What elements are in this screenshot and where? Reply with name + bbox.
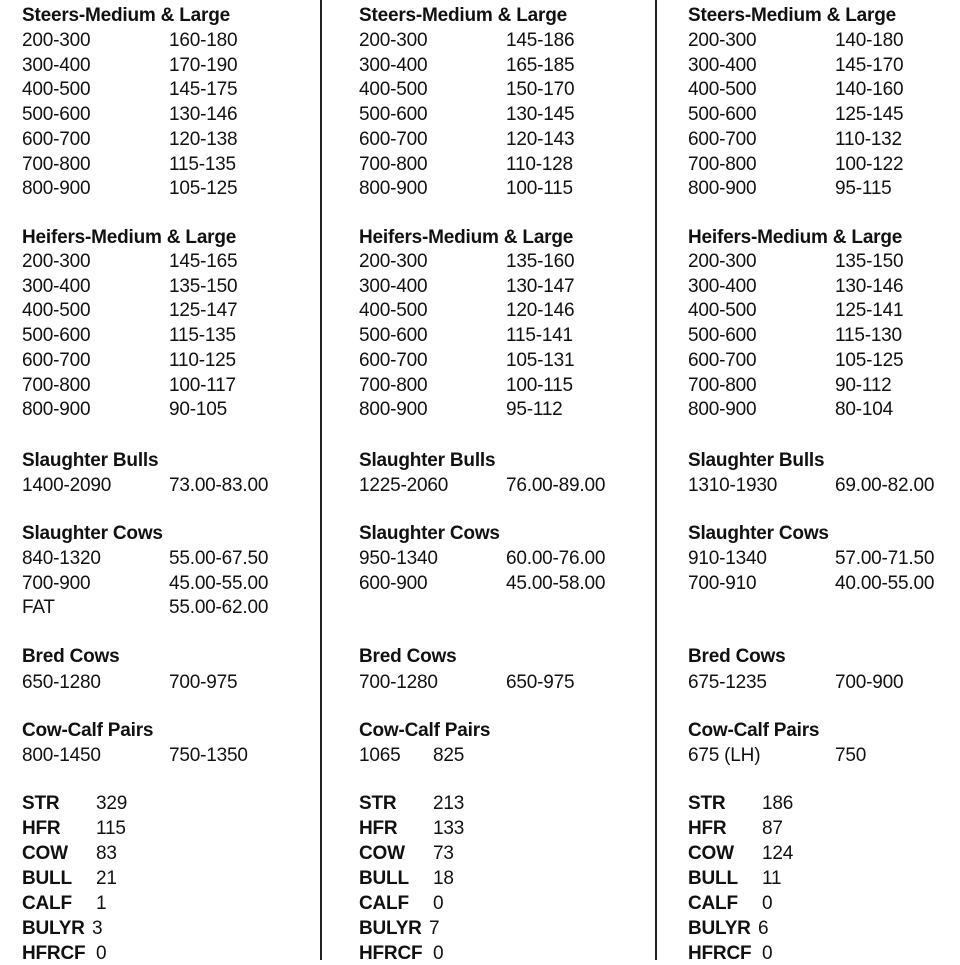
price-range: 115-141 bbox=[506, 325, 573, 347]
head-count-value: 329 bbox=[96, 793, 128, 814]
weight-range: 1225-2060 bbox=[359, 475, 449, 496]
price-range: 120-146 bbox=[506, 300, 575, 322]
price-range: 140-180 bbox=[835, 30, 904, 51]
weight-range: 200-300 bbox=[359, 30, 428, 51]
price-range: 150-170 bbox=[506, 79, 575, 101]
price-range: 825 bbox=[433, 745, 465, 766]
price-range: 170-190 bbox=[169, 54, 238, 76]
price-range: 110-132 bbox=[835, 128, 902, 150]
weight-range: 500-600 bbox=[688, 325, 757, 347]
heifers-section-title: Heifers-Medium & Large bbox=[22, 227, 237, 248]
price-range: 140-160 bbox=[835, 79, 904, 101]
steers-section-title: Steers-Medium & Large bbox=[359, 5, 568, 26]
head-count-value: 18 bbox=[433, 868, 454, 889]
price-range: 100-115 bbox=[506, 374, 573, 396]
price-range: 130-146 bbox=[169, 104, 238, 126]
slaughter-cows-section-title: Slaughter Cows bbox=[688, 523, 829, 544]
price-range: 100-117 bbox=[169, 374, 236, 396]
head-count-label: COW bbox=[359, 843, 405, 864]
price-range: 90-105 bbox=[169, 399, 227, 421]
weight-range: 910-1340 bbox=[688, 548, 767, 569]
market-report-column-1 bbox=[22, 0, 318, 964]
price-range: 115-135 bbox=[169, 153, 236, 175]
slaughter-cows-section-title: Slaughter Cows bbox=[359, 523, 500, 544]
price-range: 105-125 bbox=[835, 349, 904, 371]
head-count-label: CALF bbox=[688, 893, 738, 914]
cow-calf-pairs-title: Cow-Calf Pairs bbox=[22, 720, 154, 741]
price-range: 110-125 bbox=[169, 349, 236, 371]
weight-range: 500-600 bbox=[359, 104, 428, 126]
price-range: 130-145 bbox=[506, 104, 575, 126]
head-count-label: BULYR bbox=[359, 918, 422, 939]
price-range: 95-115 bbox=[835, 178, 892, 200]
price-range: 135-160 bbox=[506, 251, 575, 272]
head-count-label: COW bbox=[688, 843, 734, 864]
head-count-label: HFRCF bbox=[22, 943, 86, 964]
price-range: 90-112 bbox=[835, 374, 892, 396]
weight-range: 400-500 bbox=[688, 300, 757, 322]
weight-range: 400-500 bbox=[359, 300, 428, 322]
column-divider-1 bbox=[320, 0, 322, 960]
price-range: 110-128 bbox=[506, 153, 573, 175]
price-range: 45.00-55.00 bbox=[169, 572, 269, 594]
weight-range: 500-600 bbox=[688, 104, 757, 126]
weight-range: 700-800 bbox=[688, 153, 757, 175]
price-range: 69.00-82.00 bbox=[835, 475, 935, 496]
head-count-value: 11 bbox=[762, 868, 782, 889]
price-range: 650-975 bbox=[506, 672, 575, 693]
weight-range: 1310-1930 bbox=[688, 475, 778, 496]
weight-range: 800-900 bbox=[688, 178, 757, 200]
steers-section-title: Steers-Medium & Large bbox=[688, 5, 897, 26]
price-range: 115-130 bbox=[835, 325, 902, 347]
weight-range: 500-600 bbox=[359, 325, 428, 347]
slaughter-cows-section-title: Slaughter Cows bbox=[22, 523, 163, 544]
slaughter-bulls-section-title: Slaughter Bulls bbox=[22, 450, 159, 471]
head-count-value: 0 bbox=[762, 943, 773, 964]
weight-range: 800-900 bbox=[22, 178, 91, 200]
weight-range: 600-700 bbox=[359, 349, 428, 371]
weight-range: 200-300 bbox=[359, 251, 428, 272]
weight-range: 700-800 bbox=[359, 374, 428, 396]
weight-range: 700-800 bbox=[688, 374, 757, 396]
head-count-value: 3 bbox=[92, 918, 103, 939]
head-count-label: BULL bbox=[22, 868, 72, 889]
head-count-value: 0 bbox=[96, 943, 107, 964]
head-count-label: HFR bbox=[22, 818, 61, 839]
head-count-label: STR bbox=[22, 793, 60, 814]
weight-range: 840-1320 bbox=[22, 548, 101, 569]
head-count-label: BULYR bbox=[22, 918, 85, 939]
weight-range: FAT bbox=[22, 597, 55, 619]
weight-range: 200-300 bbox=[688, 251, 757, 272]
weight-range: 700-800 bbox=[22, 153, 91, 175]
steers-section-title: Steers-Medium & Large bbox=[22, 5, 231, 26]
price-range: 125-141 bbox=[835, 300, 904, 322]
head-count-value: 186 bbox=[762, 793, 794, 814]
price-range: 55.00-62.00 bbox=[169, 597, 269, 619]
weight-range: 300-400 bbox=[359, 275, 428, 297]
price-range: 120-138 bbox=[169, 128, 238, 150]
price-range: 145-186 bbox=[506, 30, 575, 51]
price-range: 145-165 bbox=[169, 251, 238, 272]
head-count-label: STR bbox=[688, 793, 726, 814]
price-range: 100-115 bbox=[506, 178, 573, 200]
weight-range: 300-400 bbox=[359, 54, 428, 76]
price-range: 700-900 bbox=[835, 672, 904, 693]
weight-range: 200-300 bbox=[688, 30, 757, 51]
price-range: 100-122 bbox=[835, 153, 904, 175]
head-count-value: 83 bbox=[96, 843, 117, 864]
weight-range: 500-600 bbox=[22, 325, 91, 347]
weight-range: 800-1450 bbox=[22, 745, 101, 766]
head-count-value: 73 bbox=[433, 843, 454, 864]
column-divider-2 bbox=[655, 0, 657, 960]
price-range: 750-1350 bbox=[169, 745, 248, 766]
head-count-value: 115 bbox=[96, 818, 126, 839]
weight-range: 400-500 bbox=[22, 300, 91, 322]
head-count-label: BULL bbox=[688, 868, 738, 889]
price-range: 160-180 bbox=[169, 30, 238, 51]
price-range: 700-975 bbox=[169, 672, 238, 693]
weight-range: 800-900 bbox=[688, 399, 757, 421]
weight-range: 600-700 bbox=[359, 128, 428, 150]
weight-range: 600-700 bbox=[688, 128, 757, 150]
price-range: 115-135 bbox=[169, 325, 236, 347]
head-count-value: 0 bbox=[762, 893, 773, 914]
weight-range: 300-400 bbox=[688, 275, 757, 297]
weight-range: 400-500 bbox=[688, 79, 757, 101]
slaughter-bulls-section-title: Slaughter Bulls bbox=[359, 450, 496, 471]
market-report-column-3 bbox=[688, 0, 958, 964]
head-count-label: COW bbox=[22, 843, 68, 864]
price-range: 80-104 bbox=[835, 399, 893, 421]
weight-range: 800-900 bbox=[359, 399, 428, 421]
head-count-label: BULYR bbox=[688, 918, 751, 939]
weight-range: 400-500 bbox=[22, 79, 91, 101]
price-range: 120-143 bbox=[506, 128, 575, 150]
price-range: 125-145 bbox=[835, 104, 904, 126]
head-count-value: 124 bbox=[762, 843, 794, 864]
weight-range: 700-900 bbox=[22, 572, 91, 594]
weight-range: 675-1235 bbox=[688, 672, 767, 693]
head-count-value: 87 bbox=[762, 818, 783, 839]
price-range: 45.00-58.00 bbox=[506, 572, 606, 594]
head-count-value: 0 bbox=[433, 893, 444, 914]
weight-range: 700-910 bbox=[688, 572, 757, 594]
price-range: 73.00-83.00 bbox=[169, 475, 269, 496]
bred-cows-section-title: Bred Cows bbox=[359, 646, 457, 667]
head-count-label: HFRCF bbox=[359, 943, 423, 964]
weight-range: 700-800 bbox=[359, 153, 428, 175]
weight-range: 200-300 bbox=[22, 251, 91, 272]
head-count-label: STR bbox=[359, 793, 397, 814]
weight-range: 950-1340 bbox=[359, 548, 438, 569]
weight-range: 650-1280 bbox=[22, 672, 101, 693]
head-count-value: 6 bbox=[758, 918, 769, 939]
price-range: 750 bbox=[835, 745, 867, 766]
head-count-label: HFR bbox=[359, 818, 398, 839]
head-count-value: 7 bbox=[429, 918, 440, 939]
weight-range: 300-400 bbox=[22, 54, 91, 76]
weight-range: 675 (LH) bbox=[688, 745, 761, 766]
weight-range: 400-500 bbox=[359, 79, 428, 101]
price-range: 76.00-89.00 bbox=[506, 475, 606, 496]
weight-range: 300-400 bbox=[688, 54, 757, 76]
head-count-value: 133 bbox=[433, 818, 465, 839]
head-count-value: 213 bbox=[433, 793, 465, 814]
head-count-label: HFR bbox=[688, 818, 727, 839]
weight-range: 1065 bbox=[359, 745, 401, 766]
head-count-label: HFRCF bbox=[688, 943, 752, 964]
cow-calf-pairs-title: Cow-Calf Pairs bbox=[359, 720, 491, 741]
price-range: 130-147 bbox=[506, 275, 575, 297]
head-count-value: 21 bbox=[96, 868, 117, 889]
weight-range: 500-600 bbox=[22, 104, 91, 126]
price-range: 135-150 bbox=[169, 275, 238, 297]
weight-range: 600-700 bbox=[688, 349, 757, 371]
head-count-label: CALF bbox=[359, 893, 409, 914]
price-range: 40.00-55.00 bbox=[835, 572, 935, 594]
weight-range: 300-400 bbox=[22, 275, 91, 297]
bred-cows-section-title: Bred Cows bbox=[22, 646, 120, 667]
weight-range: 1400-2090 bbox=[22, 475, 112, 496]
price-range: 145-170 bbox=[835, 54, 904, 76]
weight-range: 200-300 bbox=[22, 30, 91, 51]
bred-cows-section-title: Bred Cows bbox=[688, 646, 786, 667]
slaughter-bulls-section-title: Slaughter Bulls bbox=[688, 450, 825, 471]
weight-range: 600-700 bbox=[22, 128, 91, 150]
weight-range: 700-1280 bbox=[359, 672, 438, 693]
cow-calf-pairs-title: Cow-Calf Pairs bbox=[688, 720, 820, 741]
head-count-label: BULL bbox=[359, 868, 409, 889]
weight-range: 700-800 bbox=[22, 374, 91, 396]
price-range: 105-131 bbox=[506, 349, 575, 371]
price-range: 57.00-71.50 bbox=[835, 548, 935, 569]
price-range: 95-112 bbox=[506, 399, 563, 421]
weight-range: 800-900 bbox=[22, 399, 91, 421]
price-range: 125-147 bbox=[169, 300, 238, 322]
head-count-label: CALF bbox=[22, 893, 72, 914]
heifers-section-title: Heifers-Medium & Large bbox=[359, 227, 574, 248]
price-range: 135-150 bbox=[835, 251, 904, 272]
price-range: 105-125 bbox=[169, 178, 238, 200]
head-count-value: 0 bbox=[433, 943, 444, 964]
market-report-column-2 bbox=[359, 0, 655, 964]
price-range: 55.00-67.50 bbox=[169, 548, 269, 569]
price-range: 145-175 bbox=[169, 79, 238, 101]
price-range: 60.00-76.00 bbox=[506, 548, 606, 569]
head-count-value: 1 bbox=[96, 893, 107, 914]
weight-range: 600-700 bbox=[22, 349, 91, 371]
price-range: 130-146 bbox=[835, 275, 904, 297]
weight-range: 600-900 bbox=[359, 572, 428, 594]
heifers-section-title: Heifers-Medium & Large bbox=[688, 227, 903, 248]
price-range: 165-185 bbox=[506, 54, 575, 76]
weight-range: 800-900 bbox=[359, 178, 428, 200]
